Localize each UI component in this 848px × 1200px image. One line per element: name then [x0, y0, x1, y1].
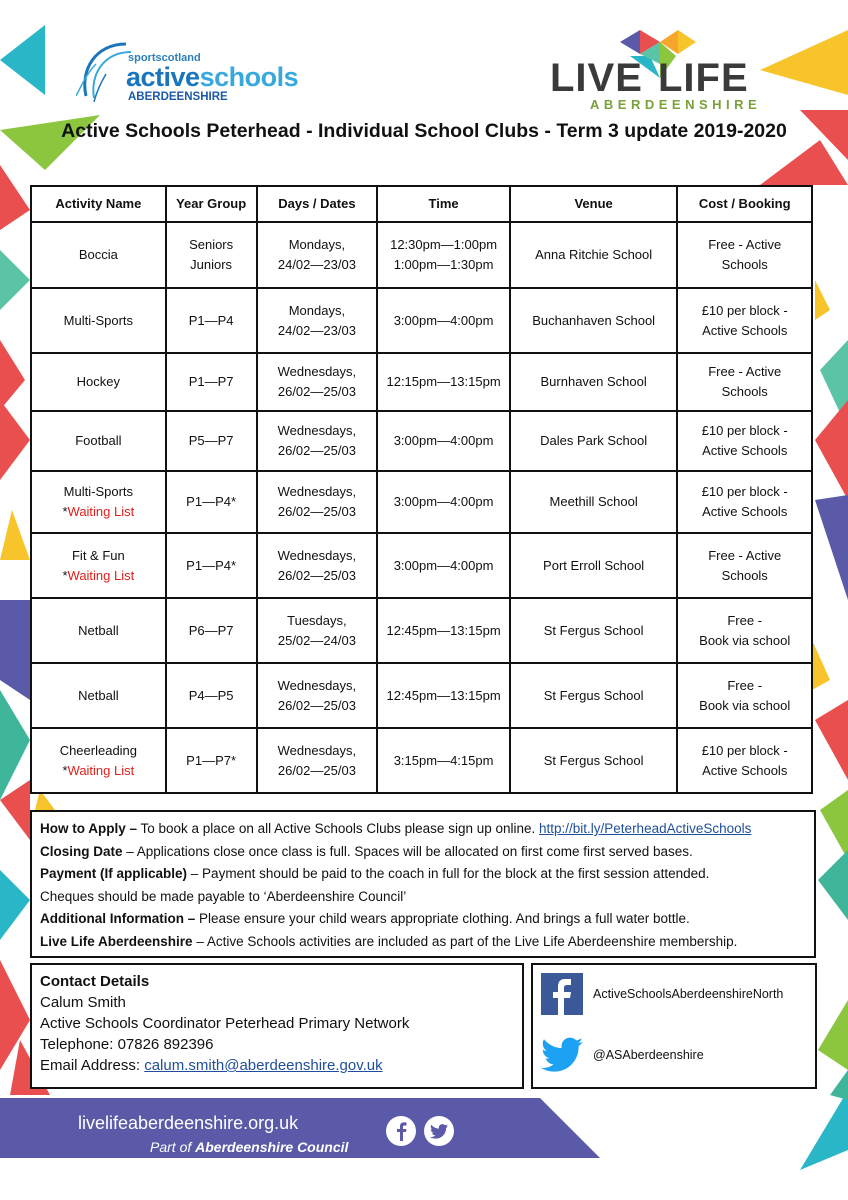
cheques-line: Cheques should be made payable to ‘Aberdeenshire Council’	[40, 888, 407, 904]
live-wordmark: LIVE	[550, 56, 643, 100]
footer-part-of: Part of Aberdeenshire Council	[150, 1139, 349, 1155]
cost-booking-cell: Free - Book via school	[677, 598, 812, 663]
contact-email-line: Email Address: calum.smith@aberdeenshire.gov.uk	[40, 1057, 383, 1074]
waiting-list-note: Waiting List	[67, 762, 135, 778]
column-header: Time	[377, 186, 510, 222]
time-cell: 12:15pm—13:15pm	[377, 353, 510, 411]
closing-date-line: Closing Date – Applications close once class is full. Spaces will be allocated on first come first served bases.	[40, 843, 693, 859]
venue-cell: St Fergus School	[510, 663, 678, 728]
table-row	[31, 728, 812, 793]
time-cell: 3:00pm—4:00pm	[377, 471, 510, 533]
days-dates-cell: Wednesdays, 26/02—25/03	[257, 471, 378, 533]
year-group-cell: P4—P5	[166, 663, 257, 728]
column-header: Cost / Booking	[677, 186, 812, 222]
waiting-list-note: Waiting List	[67, 567, 135, 583]
cost-booking-cell: Free - Book via school	[677, 663, 812, 728]
activity-name-cell: Cheerleading *Waiting List	[31, 728, 166, 793]
activity-name-cell: Boccia	[31, 222, 166, 288]
cost-booking-cell: £10 per block - Active Schools	[677, 288, 812, 353]
footer-social-icons	[386, 1116, 462, 1146]
activeschools-wordmark: activeschools	[126, 62, 299, 92]
sportscotland-label: sportscotland	[128, 52, 201, 64]
live-life-line: Live Life Aberdeenshire – Active Schools activities are included as part of the Live Life Aberdeenshire membership.	[40, 933, 738, 949]
social-media-box	[531, 963, 817, 1089]
table-row	[31, 222, 812, 288]
venue-cell: Dales Park School	[510, 411, 678, 471]
clubs-table	[30, 185, 813, 794]
venue-cell: Port Erroll School	[510, 533, 678, 598]
table-row	[31, 471, 812, 533]
twitter-icon	[541, 1037, 583, 1073]
application-info-box	[30, 810, 816, 958]
table-header-row	[31, 186, 812, 222]
contact-details-box	[30, 963, 524, 1089]
cost-booking-cell: Free - Active Schools	[677, 222, 812, 288]
activity-name-cell: Netball	[31, 663, 166, 728]
days-dates-cell: Wednesdays, 26/02—25/03	[257, 533, 378, 598]
venue-cell: St Fergus School	[510, 728, 678, 793]
table-row	[31, 288, 812, 353]
table-row	[31, 411, 812, 471]
cost-booking-cell: Free - Active Schools	[677, 353, 812, 411]
column-header: Activity Name	[31, 186, 166, 222]
time-cell: 3:00pm—4:00pm	[377, 288, 510, 353]
venue-cell: Burnhaven School	[510, 353, 678, 411]
email-link[interactable]: calum.smith@aberdeenshire.gov.uk	[144, 1057, 383, 1074]
payment-line: Payment (If applicable) – Payment should be paid to the coach in full for the block at the first session attended.	[40, 866, 710, 882]
activity-name-cell: Netball	[31, 598, 166, 663]
facebook-handle: ActiveSchoolsAberdeenshireNorth	[593, 987, 784, 1001]
how-to-apply-line: How to Apply – To book a place on all Active Schools Clubs please sign up online. http://bit.ly/PeterheadActiveSchools	[40, 821, 752, 836]
table-row	[31, 598, 812, 663]
contact-role: Active Schools Coordinator Peterhead Primary Network	[40, 1015, 410, 1032]
year-group-cell: P5—P7	[166, 411, 257, 471]
cost-booking-cell: £10 per block - Active Schools	[677, 411, 812, 471]
activity-name-cell: Football	[31, 411, 166, 471]
active-schools-logo	[76, 34, 306, 104]
year-group-cell: P1—P7	[166, 353, 257, 411]
year-group-cell: P1—P7*	[166, 728, 257, 793]
booking-link[interactable]: http://bit.ly/PeterheadActiveSchools	[539, 821, 752, 836]
livelife-region: ABERDEENSHIRE	[590, 97, 762, 112]
activity-name-cell: Multi-Sports	[31, 288, 166, 353]
table-row	[31, 663, 812, 728]
column-header: Days / Dates	[257, 186, 378, 222]
contact-heading: Contact Details	[40, 973, 150, 990]
venue-cell: Anna Ritchie School	[510, 222, 678, 288]
twitter-handle: @ASAberdeenshire	[593, 1048, 704, 1062]
days-dates-cell: Wednesdays, 26/02—25/03	[257, 411, 378, 471]
waiting-list-note: Waiting List	[67, 504, 135, 519]
twitter-row[interactable]	[541, 1037, 704, 1073]
venue-cell: Buchanhaven School	[510, 288, 678, 353]
contact-name: Calum Smith	[40, 994, 126, 1011]
additional-info-line: Additional Information – Please ensure your child wears appropriate clothing. And brings a full water bottle.	[40, 911, 690, 927]
activity-name-cell: Multi-Sports *Waiting List	[31, 471, 166, 533]
days-dates-cell: Mondays, 24/02—23/03	[257, 288, 378, 353]
days-dates-cell: Tuesdays, 25/02—24/03	[257, 598, 378, 663]
footer-facebook-icon[interactable]	[386, 1116, 416, 1146]
year-group-cell: P6—P7	[166, 598, 257, 663]
time-cell: 12:45pm—13:15pm	[377, 598, 510, 663]
column-header: Year Group	[166, 186, 257, 222]
activity-name-cell: Fit & Fun *Waiting List	[31, 533, 166, 598]
cost-booking-cell: Free - Active Schools	[677, 533, 812, 598]
year-group-cell: P1—P4	[166, 288, 257, 353]
year-group-cell: Seniors Juniors	[166, 222, 257, 288]
time-cell: 3:00pm—4:00pm	[377, 411, 510, 471]
table-row	[31, 533, 812, 598]
facebook-row[interactable]	[541, 973, 783, 1015]
activity-name-cell: Hockey	[31, 353, 166, 411]
facebook-icon	[541, 973, 583, 1015]
footer-twitter-icon[interactable]	[424, 1116, 454, 1146]
time-cell: 12:30pm—1:00pm 1:00pm—1:30pm	[377, 222, 510, 288]
column-header: Venue	[510, 186, 678, 222]
year-group-cell: P1—P4*	[166, 471, 257, 533]
table-row	[31, 353, 812, 411]
year-group-cell: P1—P4*	[166, 533, 257, 598]
days-dates-cell: Mondays, 24/02—23/03	[257, 222, 378, 288]
page-title: Active Schools Peterhead - Individual School Clubs - Term 3 update 2019-2020	[61, 120, 787, 142]
days-dates-cell: Wednesdays, 26/02—25/03	[257, 353, 378, 411]
cost-booking-cell: £10 per block - Active Schools	[677, 728, 812, 793]
cost-booking-cell: £10 per block - Active Schools	[677, 471, 812, 533]
contact-phone: Telephone: 07826 892396	[40, 1036, 214, 1053]
venue-cell: St Fergus School	[510, 598, 678, 663]
live-life-logo	[550, 28, 760, 114]
time-cell: 3:00pm—4:00pm	[377, 533, 510, 598]
time-cell: 3:15pm—4:15pm	[377, 728, 510, 793]
life-wordmark: LIFE	[658, 56, 749, 100]
footer-website[interactable]: livelifeaberdeenshire.org.uk	[78, 1113, 299, 1133]
venue-cell: Meethill School	[510, 471, 678, 533]
days-dates-cell: Wednesdays, 26/02—25/03	[257, 728, 378, 793]
activeschools-region: ABERDEENSHIRE	[128, 91, 228, 103]
days-dates-cell: Wednesdays, 26/02—25/03	[257, 663, 378, 728]
time-cell: 12:45pm—13:15pm	[377, 663, 510, 728]
